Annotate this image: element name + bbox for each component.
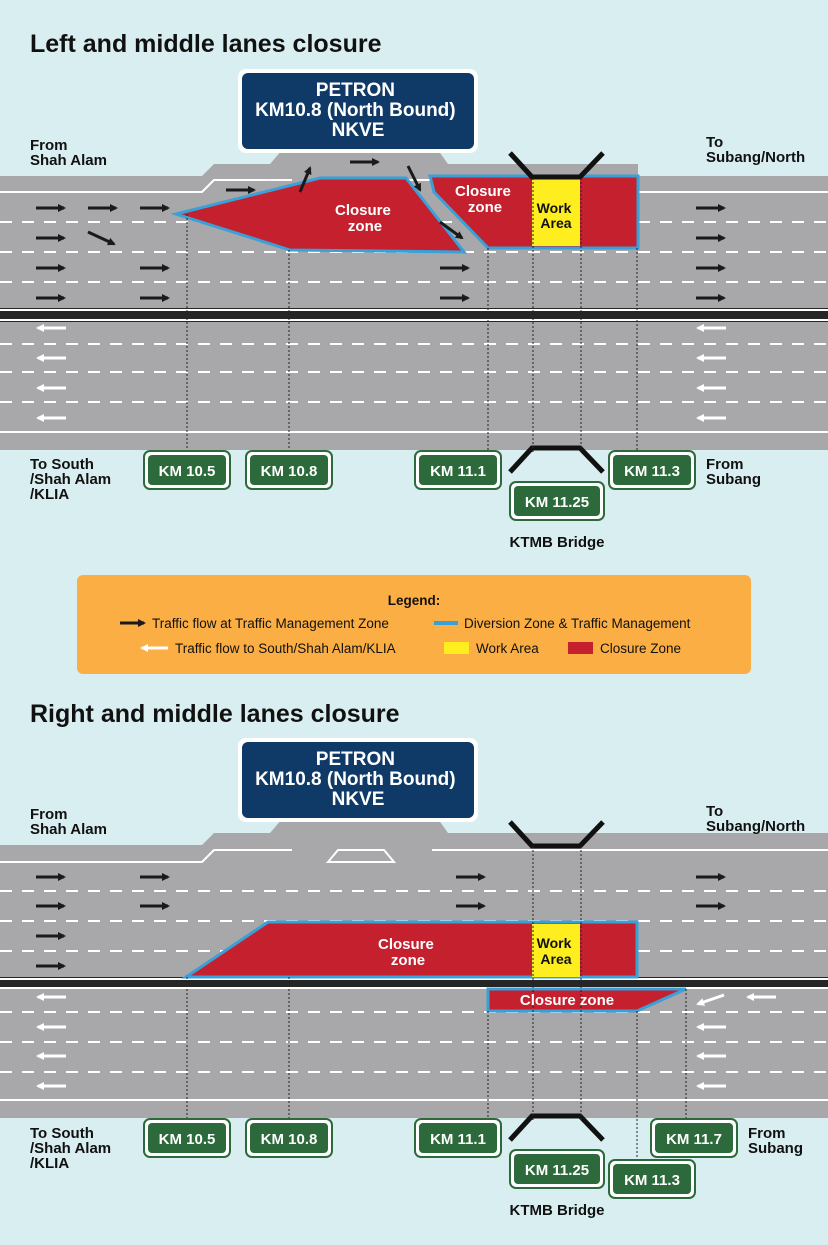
section2-km-marker-10-8 (246, 1119, 332, 1157)
section2-from-subang: From Subang (748, 1125, 803, 1157)
section2-bridge-bottom (510, 1116, 603, 1140)
legend-item-traffic-flow: Traffic flow at Traffic Management Zone (152, 616, 389, 631)
section1-km-marker-11-25 (510, 482, 604, 520)
section1-work-area-label: Work Area (536, 200, 572, 231)
section2-km-marker-11-3 (609, 1160, 695, 1198)
svg-text:PETRON KM10.8 (North Bou: PETRON KM10.8 (North Bound) NKVE (255, 80, 456, 141)
svg-text:KM 11.7: KM 11.7 (666, 1131, 722, 1148)
section2-to-subang-north: To Subang/North (706, 803, 806, 835)
legend-item-diversion: Diversion Zone & Traffic Management (464, 616, 691, 631)
svg-text:KM 10.5: KM 10.5 (158, 1131, 216, 1148)
section2-from-shah-alam: From Shah Alam (30, 806, 107, 838)
svg-text:KM 10.8: KM 10.8 (260, 1131, 318, 1148)
legend-item-work-area: Work Area (476, 641, 539, 656)
section2-closure-zone-1-label: Closure zone (377, 936, 434, 969)
section1-km-marker-11-1 (415, 451, 501, 489)
svg-text:KM 11.1: KM 11.1 (430, 463, 486, 480)
svg-text:PETRON KM10.8 (North Bou: PETRON KM10.8 (North Bound) NKVE (255, 749, 456, 810)
section2-to-south: To South /Shah Alam /KLIA (30, 1125, 112, 1172)
section1-to-south: To South /Shah Alam /KLIA (30, 456, 112, 503)
section2-closure-zone-2-label: Closure zone (519, 992, 615, 1009)
section1-km-marker-10-8 (246, 451, 332, 489)
section1-bridge-bottom (510, 448, 603, 472)
legend (77, 575, 751, 674)
svg-text:KM 11.25: KM 11.25 (524, 494, 590, 511)
section2-km-marker-11-7 (651, 1119, 737, 1157)
section2-petron-sign (238, 738, 478, 822)
section2-km-marker-11-25 (510, 1150, 604, 1188)
legend-title: Legend: (387, 593, 441, 608)
svg-text:KM 11.3: KM 11.3 (624, 463, 680, 480)
section1-title: Left and middle lanes closure (30, 30, 382, 58)
section1-petron-sign (238, 69, 478, 153)
legend-item-closure: Closure Zone (600, 641, 682, 656)
section1-km-marker-11-3 (609, 451, 695, 489)
section1-from-subang: From Subang (706, 456, 761, 488)
svg-text:KM 10.8: KM 10.8 (260, 463, 318, 480)
section1-ktmb-bridge: KTMB Bridge (509, 534, 605, 551)
legend-item-southbound: Traffic flow to South/Shah Alam/KLIA (175, 641, 396, 656)
section1-closure-zone-1-label: Closure zone (334, 202, 391, 235)
legend-work-area-swatch (444, 642, 469, 654)
section2-title: Right and middle lanes closure (30, 700, 400, 728)
svg-text:KM 11.3: KM 11.3 (624, 1172, 680, 1189)
svg-text:KM 11.1: KM 11.1 (430, 1131, 486, 1148)
legend-closure-swatch (568, 642, 593, 654)
section2-km-marker-11-1 (415, 1119, 501, 1157)
section1-from-shah-alam: From Shah Alam (30, 137, 107, 169)
section1-to-subang-north: To Subang/North (706, 134, 806, 166)
section1-closure-zone-2-label: Closure zone (454, 183, 511, 216)
section2-work-area-label: Work Area (536, 935, 572, 967)
section2-km-marker-10-5 (144, 1119, 230, 1157)
section2-ktmb-bridge: KTMB Bridge (509, 1202, 605, 1219)
section1-km-marker-10-5 (144, 451, 230, 489)
svg-text:KM 10.5: KM 10.5 (158, 463, 216, 480)
svg-text:KM 11.25: KM 11.25 (524, 1162, 590, 1179)
